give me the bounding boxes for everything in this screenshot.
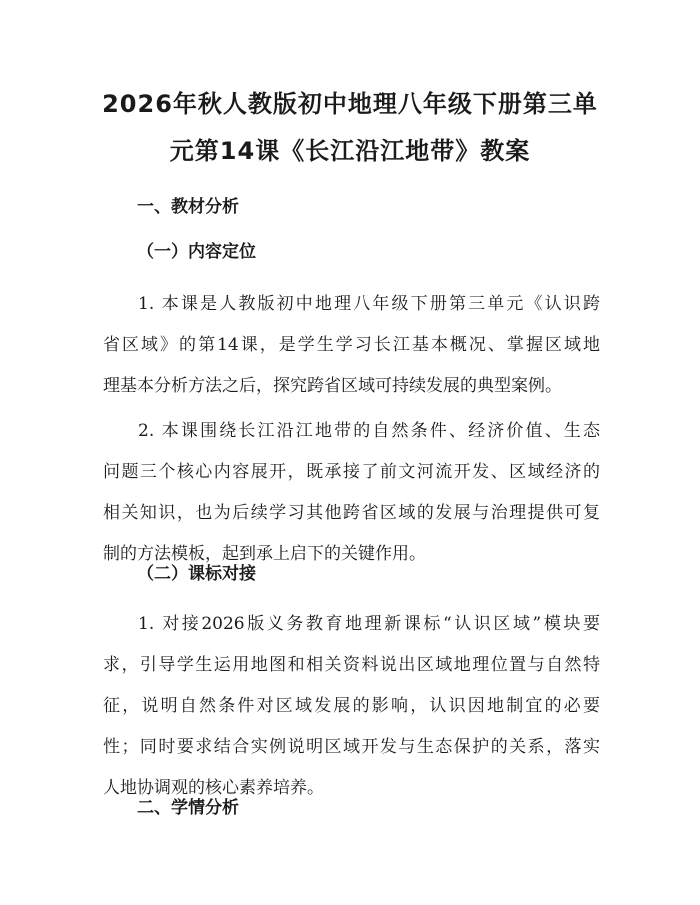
subsection-heading-content-positioning: （一）内容定位 xyxy=(137,242,256,262)
paragraph-line: 1. 本课是人教版初中地理八年级下册第三单元《认识跨 xyxy=(138,294,600,314)
paragraph-line: 性；同时要求结合实例说明区域开发与生态保护的关系，落实 xyxy=(103,737,600,757)
paragraph-line: 人地协调观的核心素养培养。 xyxy=(103,778,324,798)
paragraph-content-positioning-1 xyxy=(103,284,600,407)
paragraph-line: 1. 对接2026版义务教育地理新课标“认识区域”模块要 xyxy=(138,614,600,634)
paragraph-line: 相关知识，也为后续学习其他跨省区域的发展与治理提供可复 xyxy=(103,503,600,523)
paragraph-line: 2. 本课围绕长江沿江地带的自然条件、经济价值、生态 xyxy=(138,421,600,441)
paragraph-line: 制的方法模板，起到承上启下的关键作用。 xyxy=(103,544,426,564)
paragraph-line: 求，引导学生运用地图和相关资料说出区域地理位置与自然特 xyxy=(103,655,600,675)
paragraph-line: 理基本分析方法之后，探究跨省区域可持续发展的典型案例。 xyxy=(103,376,562,396)
paragraph-line: 问题三个核心内容展开，既承接了前文河流开发、区域经济的 xyxy=(103,462,600,482)
paragraph-curriculum-alignment-1 xyxy=(103,604,600,809)
document-title-line-1: 2026年秋人教版初中地理八年级下册第三单 xyxy=(102,90,598,118)
section-heading-textbook-analysis: 一、教材分析 xyxy=(137,197,239,217)
subsection-heading-curriculum-alignment: （二）课标对接 xyxy=(137,564,256,584)
section-heading-learner-analysis: 二、学情分析 xyxy=(137,798,239,818)
paragraph-line: 征，说明自然条件对区域发展的影响，认识因地制宜的必要 xyxy=(103,696,600,716)
paragraph-line: 省区域》的第14课，是学生学习长江基本概况、掌握区域地 xyxy=(103,335,600,355)
document-title-line-2: 元第14课《长江沿江地带》教案 xyxy=(169,137,531,165)
paragraph-content-positioning-2 xyxy=(103,411,600,575)
